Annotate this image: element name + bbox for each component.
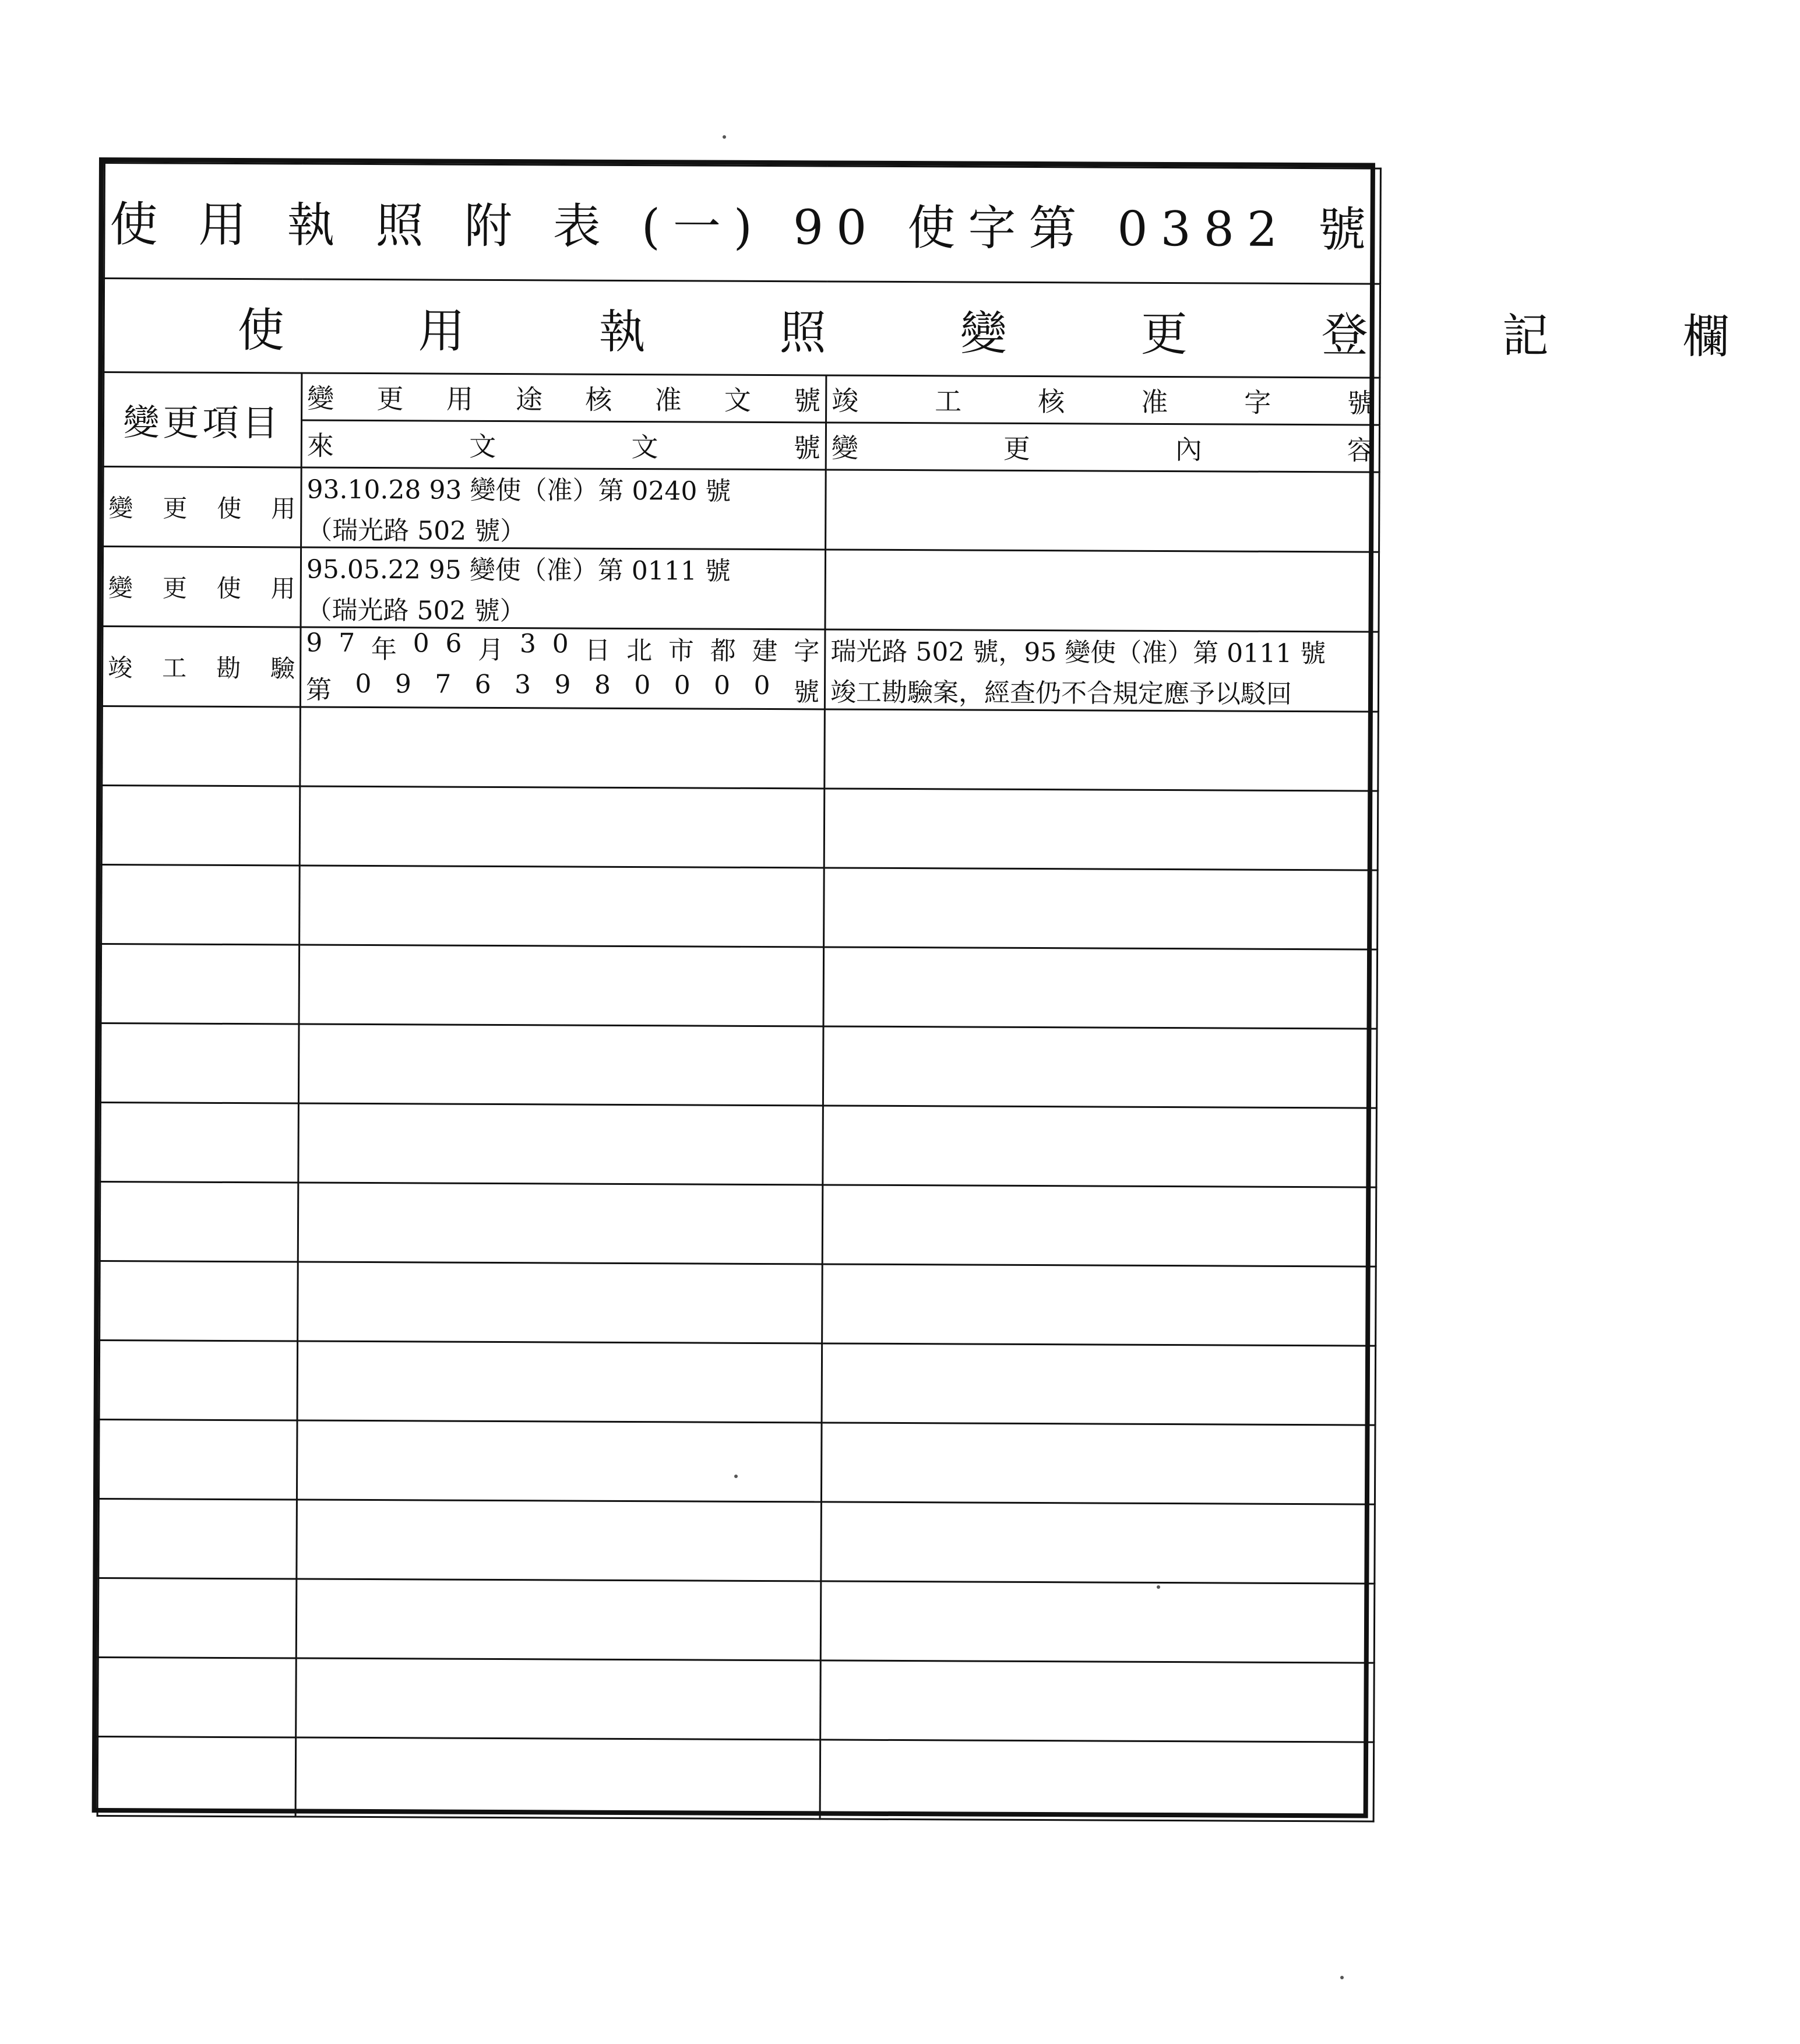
doc-char: 3 — [519, 629, 537, 659]
content-line-1 — [831, 587, 1373, 590]
empty-cell — [100, 1023, 299, 1103]
change-item-char: 變 — [108, 494, 133, 523]
empty-table-row — [101, 944, 1378, 1029]
header-char: 容 — [1347, 434, 1374, 466]
empty-cell — [298, 1183, 823, 1264]
content-line-2: 竣工勘驗案，經查仍不合規定應予以駁回 — [830, 677, 1292, 709]
empty-cell — [98, 1420, 297, 1500]
doc-char: 建 — [752, 636, 778, 667]
change-item-char: 用 — [270, 574, 295, 603]
usage-license-form — [92, 157, 1735, 1818]
doc-char: 0 — [634, 670, 651, 701]
doc-char: 第 — [305, 675, 332, 705]
section-title-char: 欄 — [1682, 309, 1735, 364]
empty-cell — [822, 1185, 1376, 1266]
doc-char: 字 — [794, 636, 820, 667]
doc-line-2: （瑞光路 502 號） — [307, 515, 526, 547]
empty-cell — [824, 789, 1378, 870]
change-item-char: 使 — [217, 494, 242, 523]
doc-char: 7 — [339, 628, 355, 658]
empty-cell — [98, 1499, 297, 1579]
header-char: 用 — [446, 383, 473, 415]
empty-table-row — [100, 1182, 1376, 1267]
table-row — [103, 547, 1379, 632]
empty-table-row — [98, 1658, 1375, 1743]
empty-cell — [100, 1103, 299, 1183]
doc-char: 都 — [710, 636, 736, 666]
change-content-cell — [825, 550, 1379, 632]
empty-cell — [820, 1740, 1374, 1821]
header-char: 號 — [794, 385, 821, 417]
doc-char: 0 — [355, 669, 372, 699]
doc-char: 0 — [552, 629, 569, 659]
content-line-1: 瑞光路 502 號，95 變使（准）第 0111 號 — [830, 636, 1326, 669]
empty-cell — [824, 868, 1378, 949]
change-item-cell — [102, 627, 301, 707]
header-char: 竣 — [832, 385, 859, 417]
doc-char: 6 — [445, 628, 462, 659]
header-char: 字 — [1244, 386, 1271, 418]
header-char: 准 — [1141, 386, 1168, 418]
header-char: 文 — [724, 384, 751, 416]
change-item-char: 驗 — [270, 654, 295, 683]
empty-cell — [98, 1578, 297, 1658]
incoming-doc-number-header — [301, 420, 826, 470]
header-char: 號 — [1347, 387, 1375, 419]
doc-char: 9 — [394, 669, 411, 699]
empty-cell — [821, 1502, 1375, 1584]
doc-number-cell — [301, 547, 826, 629]
change-content-cell — [825, 629, 1379, 712]
empty-cell — [300, 866, 825, 947]
change-content-cell — [826, 470, 1380, 552]
empty-cell — [300, 707, 825, 789]
section-title-char: 使 — [237, 302, 290, 357]
scan-speck — [723, 135, 726, 139]
content-line-2 — [831, 511, 1373, 513]
empty-cell — [100, 1182, 298, 1262]
doc-number-cell — [301, 467, 826, 550]
header-char: 變 — [307, 382, 334, 414]
scan-speck — [1340, 1976, 1344, 1979]
doc-char: 0 — [753, 670, 770, 701]
scan-speck — [734, 1475, 738, 1478]
empty-cell — [297, 1341, 822, 1423]
change-content-header — [826, 423, 1379, 472]
empty-cell — [101, 865, 300, 945]
empty-cell — [296, 1658, 821, 1740]
header-char: 來 — [307, 430, 334, 462]
doc-line-2 — [306, 669, 819, 709]
doc-char: 0 — [674, 670, 691, 701]
doc-char: 0 — [413, 628, 429, 659]
header-char: 核 — [1038, 386, 1065, 418]
doc-char: 6 — [474, 669, 491, 699]
change-item-char: 用 — [271, 494, 296, 523]
empty-cell — [822, 1343, 1376, 1425]
empty-table-row — [99, 1341, 1376, 1426]
doc-char: 9 — [554, 670, 571, 700]
section-title-char: 更 — [1140, 307, 1193, 361]
empty-cell — [299, 945, 824, 1026]
header-char: 內 — [1175, 434, 1202, 466]
change-item-char: 使 — [216, 574, 241, 603]
approval-doc-number-header — [302, 373, 826, 423]
doc-char: 7 — [435, 669, 452, 699]
table-row — [102, 627, 1379, 712]
header-char: 文 — [631, 431, 658, 463]
change-item-header: 變更項目 — [103, 372, 302, 467]
empty-table-row — [101, 786, 1378, 871]
document-title: 使 用 執 照 附 表 (一) 90 使字第 0382 號 — [104, 163, 1381, 284]
empty-cell — [296, 1579, 821, 1660]
change-item-cell — [103, 467, 302, 547]
empty-cell — [102, 706, 301, 786]
content-line-1 — [831, 508, 1373, 510]
header-char: 准 — [654, 384, 682, 416]
empty-cell — [295, 1737, 820, 1819]
doc-line-1 — [306, 628, 819, 668]
doc-line-2: （瑞光路 502 號） — [306, 595, 526, 627]
header-char: 更 — [1003, 432, 1030, 465]
empty-table-row — [98, 1420, 1375, 1505]
registration-table — [97, 162, 1735, 1823]
doc-number-cell — [300, 627, 825, 709]
empty-table-row — [98, 1499, 1375, 1584]
empty-cell — [297, 1500, 822, 1581]
header-char: 核 — [585, 384, 612, 416]
doc-char: 日 — [584, 635, 611, 666]
doc-char: 月 — [478, 635, 504, 666]
doc-line-1: 93.10.28 93 變使（准）第 0240 號 — [307, 474, 731, 506]
empty-cell — [101, 786, 300, 866]
section-title — [104, 279, 1735, 378]
empty-cell — [298, 1103, 823, 1185]
doc-char: 0 — [714, 670, 731, 701]
doc-char: 北 — [626, 635, 653, 666]
doc-char: 9 — [306, 628, 323, 658]
scan-speck — [1157, 1585, 1160, 1589]
empty-cell — [99, 1341, 298, 1420]
doc-char: 市 — [668, 636, 695, 666]
section-title-char: 登 — [1321, 307, 1374, 363]
change-item-char: 勘 — [216, 653, 241, 683]
empty-table-row — [98, 1578, 1375, 1663]
empty-cell — [298, 1262, 823, 1343]
empty-table-row — [97, 1737, 1374, 1822]
empty-cell — [300, 786, 825, 868]
empty-table-row — [100, 1103, 1377, 1188]
doc-char: 8 — [594, 670, 611, 700]
section-title-char: 記 — [1502, 308, 1555, 363]
completion-number-header — [826, 375, 1380, 425]
empty-cell — [97, 1737, 296, 1817]
doc-char: 年 — [371, 635, 397, 665]
empty-cell — [825, 709, 1379, 791]
empty-cell — [820, 1581, 1375, 1663]
section-title-char: 用 — [418, 303, 471, 358]
empty-cell — [101, 944, 300, 1024]
empty-cell — [823, 1026, 1377, 1108]
section-title-char: 執 — [598, 304, 651, 359]
change-item-cell — [103, 547, 301, 627]
header-char: 途 — [515, 384, 543, 416]
empty-cell — [822, 1264, 1376, 1346]
change-item-char: 更 — [162, 574, 187, 603]
header-char: 號 — [793, 432, 820, 464]
header-char: 變 — [831, 432, 858, 464]
content-line-2 — [831, 591, 1373, 593]
doc-line-1: 95.05.22 95 變使（准）第 0111 號 — [306, 554, 731, 586]
doc-char: 3 — [514, 670, 531, 700]
empty-cell — [820, 1660, 1375, 1742]
empty-table-row — [102, 706, 1379, 791]
doc-char: 號 — [793, 677, 819, 708]
header-char: 更 — [376, 383, 404, 415]
empty-cell — [821, 1423, 1375, 1504]
header-char: 文 — [469, 430, 496, 462]
section-title-char: 照 — [779, 305, 832, 360]
change-item-char: 更 — [163, 494, 188, 523]
empty-cell — [98, 1658, 297, 1737]
change-item-char: 工 — [162, 653, 187, 682]
section-title-char: 變 — [960, 305, 1013, 361]
empty-cell — [100, 1261, 298, 1341]
empty-table-row — [101, 865, 1378, 950]
change-item-char: 變 — [108, 574, 133, 603]
empty-cell — [823, 947, 1378, 1029]
empty-cell — [297, 1420, 822, 1502]
empty-table-row — [100, 1023, 1377, 1109]
empty-cell — [823, 1106, 1377, 1187]
table-row — [103, 467, 1380, 553]
empty-cell — [298, 1024, 823, 1106]
change-item-char: 竣 — [108, 653, 133, 682]
empty-table-row — [100, 1261, 1376, 1346]
header-char: 工 — [935, 385, 962, 417]
